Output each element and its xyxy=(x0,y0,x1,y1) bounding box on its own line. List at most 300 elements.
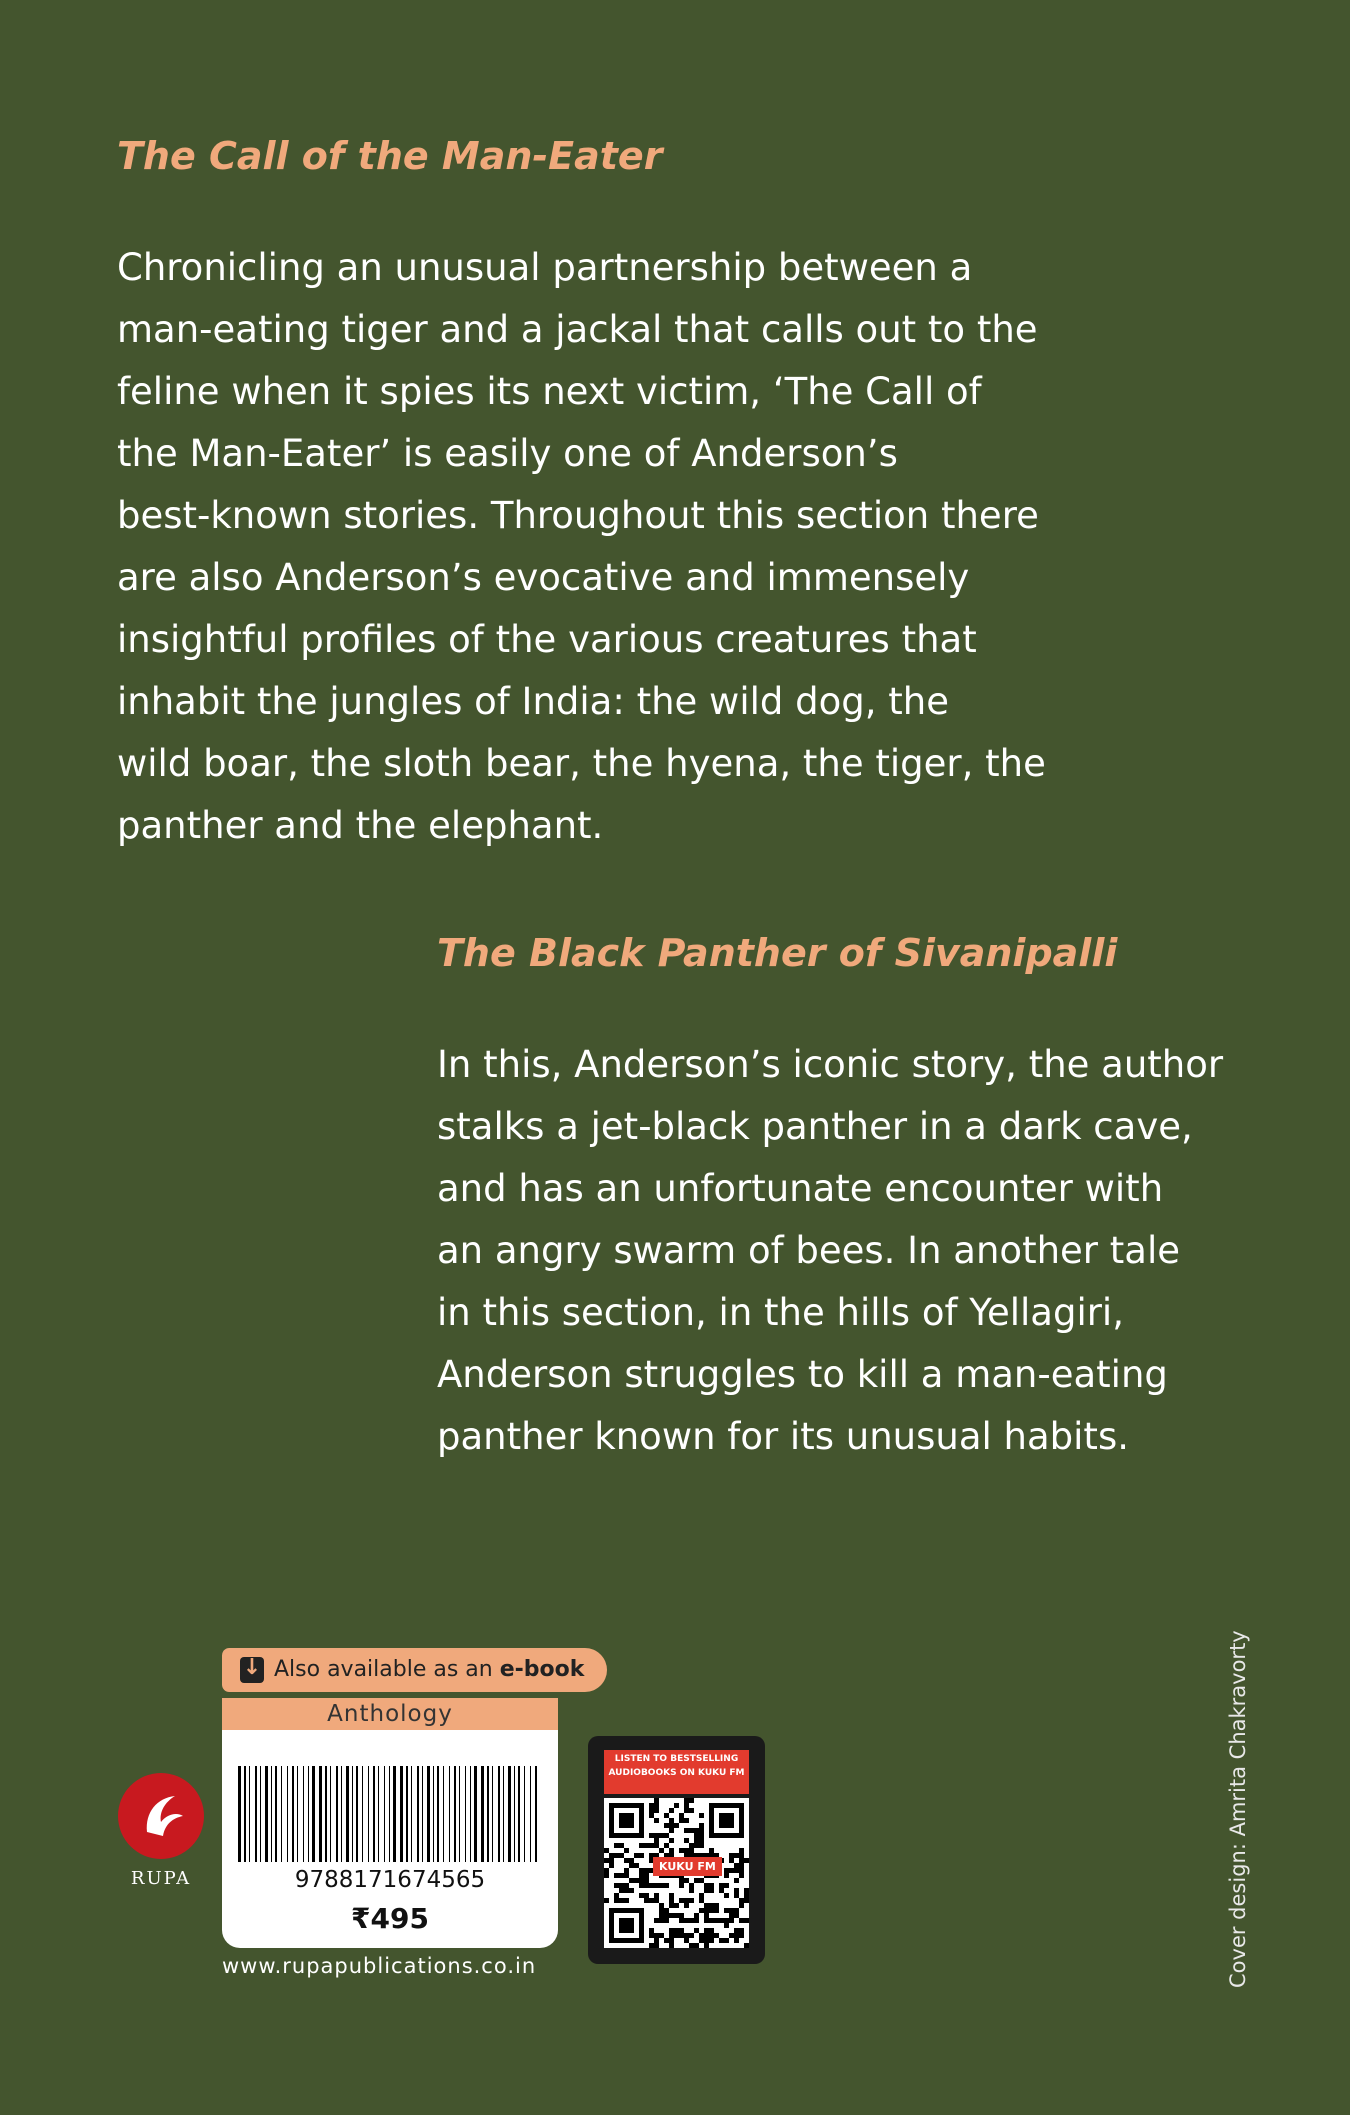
qr-module xyxy=(724,1893,729,1898)
qr-banner: LISTEN TO BESTSELLING AUDIOBOOKS ON KUKU FM xyxy=(604,1750,749,1794)
qr-module xyxy=(684,1808,689,1813)
qr-module xyxy=(714,1933,719,1938)
barcode-bar xyxy=(443,1766,444,1862)
publisher-website[interactable]: www.rupapublications.co.in xyxy=(222,1954,537,1978)
qr-module xyxy=(604,1898,609,1903)
qr-module xyxy=(724,1923,729,1928)
qr-module xyxy=(659,1908,664,1913)
barcode-bar xyxy=(498,1766,500,1862)
qr-module xyxy=(674,1933,679,1938)
qr-module xyxy=(654,1798,659,1803)
qr-module xyxy=(669,1893,674,1898)
qr-module xyxy=(679,1878,684,1883)
qr-module xyxy=(734,1888,739,1893)
qr-module xyxy=(649,1843,654,1848)
qr-module xyxy=(674,1913,679,1918)
barcode-bar xyxy=(373,1766,375,1862)
barcode-bar xyxy=(530,1766,531,1862)
qr-module xyxy=(699,1908,704,1913)
qr-module xyxy=(624,1898,629,1903)
qr-module xyxy=(699,1893,704,1898)
barcode-bar xyxy=(244,1766,246,1862)
rupa-logo-circle xyxy=(118,1773,204,1859)
barcode-bar xyxy=(459,1766,460,1862)
qr-module xyxy=(684,1828,689,1833)
barcode-bar xyxy=(433,1766,434,1862)
qr-module xyxy=(619,1843,624,1848)
qr-module xyxy=(664,1938,669,1943)
qr-module xyxy=(729,1868,734,1873)
qr-module xyxy=(604,1868,609,1873)
barcode-bar xyxy=(362,1766,363,1862)
qr-module xyxy=(699,1833,704,1838)
qr-module xyxy=(684,1918,689,1923)
qr-module xyxy=(649,1928,654,1933)
publisher-name: RUPA xyxy=(130,1868,192,1889)
barcode-bar xyxy=(514,1766,515,1862)
barcode-bar xyxy=(336,1766,338,1862)
qr-module xyxy=(604,1848,609,1853)
qr-module xyxy=(639,1883,644,1888)
qr-module xyxy=(744,1918,749,1923)
barcode-bar xyxy=(303,1766,304,1862)
qr-module xyxy=(694,1828,699,1833)
barcode-bar xyxy=(352,1766,353,1862)
qr-module xyxy=(744,1893,749,1898)
barcode-bar xyxy=(470,1766,471,1862)
qr-module xyxy=(639,1878,644,1883)
section1-line: inhabit the jungles of India: the wild dog, the xyxy=(117,680,949,723)
qr-module xyxy=(669,1823,674,1828)
barcode-bar xyxy=(275,1766,277,1862)
barcode-bar xyxy=(265,1766,268,1862)
qr-module xyxy=(714,1908,719,1913)
section2-line: Anderson struggles to kill a man-eating xyxy=(437,1353,1168,1396)
barcode-bar xyxy=(535,1766,537,1862)
barcode-bar xyxy=(411,1766,412,1862)
qr-module xyxy=(714,1903,719,1908)
qr-module xyxy=(649,1883,654,1888)
qr-module xyxy=(689,1843,694,1848)
barcode-bar xyxy=(427,1766,430,1862)
qr-module xyxy=(659,1833,664,1838)
qr-module xyxy=(679,1898,684,1903)
rupa-logo xyxy=(117,1772,205,1860)
genre-label: Anthology xyxy=(222,1698,558,1730)
barcode-bar xyxy=(297,1766,298,1862)
section1-heading: The Call of the Man-Eater xyxy=(117,134,663,178)
qr-code xyxy=(604,1798,749,1948)
qr-module xyxy=(704,1888,709,1893)
barcode-bar xyxy=(341,1766,342,1862)
qr-module xyxy=(709,1883,714,1888)
qr-module xyxy=(689,1808,694,1813)
qr-module xyxy=(679,1928,684,1933)
qr-module xyxy=(654,1803,659,1808)
section1-line: panther and the elephant. xyxy=(117,804,604,847)
qr-module xyxy=(694,1943,699,1948)
qr-module xyxy=(634,1878,639,1883)
qr-module xyxy=(724,1908,729,1913)
qr-module xyxy=(649,1898,654,1903)
barcode-bar xyxy=(449,1766,450,1862)
qr-module xyxy=(734,1878,739,1883)
qr-module xyxy=(744,1943,749,1948)
qr-module xyxy=(739,1853,744,1858)
qr-module xyxy=(654,1898,659,1903)
qr-module xyxy=(649,1813,654,1818)
qr-module xyxy=(614,1853,619,1858)
qr-module xyxy=(644,1868,649,1873)
qr-module xyxy=(704,1913,709,1918)
qr-module xyxy=(649,1933,654,1938)
ebook-badge xyxy=(222,1648,607,1692)
qr-module xyxy=(689,1798,694,1803)
qr-module xyxy=(619,1898,624,1903)
barcode-bar xyxy=(474,1766,477,1862)
qr-module xyxy=(709,1933,714,1938)
qr-module xyxy=(654,1843,659,1848)
qr-module xyxy=(679,1918,684,1923)
qr-module xyxy=(659,1848,664,1853)
qr-module xyxy=(739,1848,744,1853)
qr-module xyxy=(644,1878,649,1883)
qr-module xyxy=(639,1843,644,1848)
kukufm-qr-card xyxy=(588,1736,765,1964)
qr-module xyxy=(694,1928,699,1933)
barcode-bar xyxy=(406,1766,408,1862)
qr-module xyxy=(709,1918,714,1923)
barcode-bar xyxy=(503,1766,504,1862)
qr-module xyxy=(709,1908,714,1913)
qr-module xyxy=(654,1883,659,1888)
qr-module xyxy=(689,1918,694,1923)
qr-module xyxy=(664,1843,669,1848)
section1-body xyxy=(117,237,1046,857)
qr-module xyxy=(654,1918,659,1923)
barcode-bar xyxy=(368,1766,369,1862)
qr-module xyxy=(699,1828,704,1833)
qr-module xyxy=(624,1888,629,1893)
qr-module xyxy=(664,1813,669,1818)
qr-module xyxy=(689,1828,694,1833)
qr-module xyxy=(739,1918,744,1923)
download-icon xyxy=(240,1657,264,1683)
qr-module xyxy=(674,1928,679,1933)
qr-module xyxy=(669,1848,674,1853)
qr-module xyxy=(729,1913,734,1918)
qr-module xyxy=(719,1918,724,1923)
qr-module xyxy=(614,1883,619,1888)
qr-module xyxy=(669,1943,674,1948)
qr-module xyxy=(674,1823,679,1828)
qr-module xyxy=(644,1893,649,1898)
barcode-bar xyxy=(389,1766,390,1862)
qr-module xyxy=(734,1853,739,1858)
kukufm-badge: KUKU FM xyxy=(653,1857,722,1876)
price: ₹495 xyxy=(351,1902,429,1935)
section1-line: Chronicling an unusual partnership between a xyxy=(117,246,973,289)
barcode-bar xyxy=(319,1766,322,1862)
qr-module xyxy=(709,1888,714,1893)
qr-module xyxy=(614,1898,619,1903)
qr-module xyxy=(604,1858,609,1863)
qr-module xyxy=(644,1873,649,1878)
qr-module xyxy=(624,1868,629,1873)
barcode-bar xyxy=(238,1766,241,1862)
qr-module xyxy=(709,1928,714,1933)
barcode-bar xyxy=(524,1766,525,1862)
barcode-bar xyxy=(492,1766,493,1862)
qr-module xyxy=(669,1818,674,1823)
qr-module xyxy=(614,1893,619,1898)
barcode-bar xyxy=(508,1766,511,1862)
qr-module xyxy=(739,1858,744,1863)
barcode-bar xyxy=(271,1766,272,1862)
qr-module xyxy=(679,1818,684,1823)
ebook-text-prefix: Also available as an xyxy=(274,1657,500,1682)
section2-line: In this, Anderson’s iconic story, the author xyxy=(437,1043,1224,1086)
qr-finder-center xyxy=(719,1813,734,1828)
qr-module xyxy=(624,1883,629,1888)
qr-module xyxy=(739,1903,744,1908)
qr-module xyxy=(659,1933,664,1938)
qr-module xyxy=(644,1883,649,1888)
section2-heading: The Black Panther of Sivanipalli xyxy=(437,931,1118,975)
qr-module xyxy=(604,1873,609,1878)
barcode-bar xyxy=(454,1766,456,1862)
qr-module xyxy=(619,1883,624,1888)
section1-line: are also Anderson’s evocative and immensely xyxy=(117,556,970,599)
qr-module xyxy=(704,1903,709,1908)
qr-module xyxy=(704,1918,709,1923)
qr-module xyxy=(684,1818,689,1823)
qr-module xyxy=(719,1883,724,1888)
qr-module xyxy=(729,1933,734,1938)
qr-module xyxy=(624,1848,629,1853)
qr-module xyxy=(644,1843,649,1848)
qr-module xyxy=(719,1938,724,1943)
qr-module xyxy=(694,1843,699,1848)
ebook-text xyxy=(274,1657,584,1682)
barcode-bar xyxy=(346,1766,349,1862)
qr-module xyxy=(684,1798,689,1803)
qr-finder-center xyxy=(619,1918,634,1933)
qr-module xyxy=(734,1868,739,1873)
qr-module xyxy=(734,1933,739,1938)
qr-module xyxy=(694,1913,699,1918)
section1-line: best-known stories. Throughout this section there xyxy=(117,494,1039,537)
qr-module xyxy=(714,1918,719,1923)
qr-module xyxy=(629,1888,634,1893)
qr-finder-center xyxy=(619,1813,634,1828)
barcode-bar xyxy=(393,1766,396,1862)
qr-module xyxy=(739,1873,744,1878)
qr-module xyxy=(719,1888,724,1893)
qr-module xyxy=(634,1853,639,1858)
qr-module xyxy=(664,1883,669,1888)
section1-line: the Man-Eater’ is easily one of Anderson’s xyxy=(117,432,898,475)
qr-module xyxy=(664,1918,669,1923)
section1-line: insightful profiles of the various creatures that xyxy=(117,618,977,661)
qr-module xyxy=(734,1913,739,1918)
qr-module xyxy=(654,1833,659,1838)
qr-module xyxy=(664,1823,669,1828)
qr-module xyxy=(739,1868,744,1873)
qr-module xyxy=(674,1903,679,1908)
qr-module xyxy=(669,1808,674,1813)
barcode-bar xyxy=(249,1766,250,1862)
qr-module xyxy=(654,1893,659,1898)
qr-module xyxy=(664,1908,669,1913)
qr-module xyxy=(729,1908,734,1913)
qr-module xyxy=(679,1933,684,1938)
qr-module xyxy=(704,1883,709,1888)
qr-module xyxy=(679,1848,684,1853)
qr-module xyxy=(674,1803,679,1808)
qr-module xyxy=(724,1873,729,1878)
qr-module xyxy=(679,1883,684,1888)
isbn: 9788171674565 xyxy=(294,1867,486,1893)
qr-module xyxy=(654,1808,659,1813)
qr-module xyxy=(704,1908,709,1913)
barcode-bar xyxy=(260,1766,261,1862)
qr-module xyxy=(614,1843,619,1848)
barcode-bar xyxy=(417,1766,419,1862)
qr-module xyxy=(669,1903,674,1908)
qr-module xyxy=(654,1938,659,1943)
qr-module xyxy=(614,1873,619,1878)
qr-module xyxy=(709,1938,714,1943)
qr-module xyxy=(669,1838,674,1843)
qr-module xyxy=(629,1878,634,1883)
qr-module xyxy=(699,1843,704,1848)
barcode-bar xyxy=(308,1766,309,1862)
qr-module xyxy=(634,1863,639,1868)
qr-module xyxy=(669,1898,674,1903)
qr-module xyxy=(654,1818,659,1823)
barcode-box xyxy=(222,1730,558,1948)
qr-module xyxy=(659,1903,664,1908)
qr-module xyxy=(744,1858,749,1863)
qr-module xyxy=(739,1928,744,1933)
qr-module xyxy=(729,1853,734,1858)
qr-module xyxy=(664,1913,669,1918)
qr-module xyxy=(649,1943,654,1948)
qr-module xyxy=(669,1938,674,1943)
qr-module xyxy=(679,1913,684,1918)
section2-line: stalks a jet-black panther in a dark cave, xyxy=(437,1105,1193,1148)
qr-module xyxy=(639,1853,644,1858)
section1-line: man-eating tiger and a jackal that calls out to the xyxy=(117,308,1038,351)
barcode-bar xyxy=(255,1766,257,1862)
qr-module xyxy=(639,1873,644,1878)
qr-module xyxy=(669,1913,674,1918)
qr-module xyxy=(684,1903,689,1908)
qr-module xyxy=(724,1868,729,1873)
qr-module xyxy=(699,1938,704,1943)
qr-module xyxy=(689,1933,694,1938)
qr-module xyxy=(669,1933,674,1938)
barcode-bar xyxy=(356,1766,358,1862)
cover-design-credit: Cover design: Amrita Chakravorty xyxy=(1226,1630,1250,1988)
qr-module xyxy=(664,1833,669,1838)
qr-module xyxy=(739,1933,744,1938)
qr-module xyxy=(744,1898,749,1903)
qr-module xyxy=(649,1803,654,1808)
barcode-bar xyxy=(481,1766,484,1862)
qr-module xyxy=(734,1908,739,1913)
qr-module xyxy=(699,1838,704,1843)
qr-module xyxy=(734,1928,739,1933)
qr-module xyxy=(684,1848,689,1853)
section2-line: an angry swarm of bees. In another tale xyxy=(437,1229,1180,1272)
qr-module xyxy=(609,1853,614,1858)
qr-module xyxy=(609,1863,614,1868)
qr-module xyxy=(654,1838,659,1843)
qr-module xyxy=(734,1863,739,1868)
qr-module xyxy=(624,1858,629,1863)
qr-module xyxy=(689,1888,694,1893)
qr-module xyxy=(729,1918,734,1923)
qr-module xyxy=(684,1838,689,1843)
barcode-bar xyxy=(312,1766,315,1862)
section1-line: wild boar, the sloth bear, the hyena, the tiger, the xyxy=(117,742,1046,785)
barcode-bar xyxy=(465,1766,466,1862)
qr-module xyxy=(609,1858,614,1863)
qr-module xyxy=(619,1888,624,1893)
qr-module xyxy=(669,1928,674,1933)
barcode-bar xyxy=(378,1766,379,1862)
barcode-bar xyxy=(384,1766,385,1862)
qr-module xyxy=(669,1828,674,1833)
qr-module xyxy=(689,1943,694,1948)
barcode-bar xyxy=(330,1766,331,1862)
qr-module xyxy=(709,1848,714,1853)
qr-module xyxy=(684,1878,689,1883)
qr-module xyxy=(699,1813,704,1818)
section2-line: in this section, in the hills of Yellagiri, xyxy=(437,1291,1124,1334)
qr-module xyxy=(654,1933,659,1938)
qr-module xyxy=(699,1898,704,1903)
qr-module xyxy=(724,1938,729,1943)
qr-module xyxy=(684,1803,689,1808)
section2-line: panther known for its unusual habits. xyxy=(437,1415,1129,1458)
section2-line: and has an unfortunate encounter with xyxy=(437,1167,1164,1210)
section1-line: feline when it spies its next victim, ‘The Call of xyxy=(117,370,982,413)
qr-module xyxy=(739,1898,744,1903)
qr-module xyxy=(684,1898,689,1903)
qr-module xyxy=(684,1933,689,1938)
qr-module xyxy=(704,1928,709,1933)
qr-module xyxy=(699,1878,704,1883)
qr-module xyxy=(639,1893,644,1898)
qr-module xyxy=(684,1938,689,1943)
barcode-bar xyxy=(400,1766,403,1862)
qr-module xyxy=(694,1833,699,1838)
qr-module xyxy=(709,1903,714,1908)
qr-module xyxy=(704,1933,709,1938)
qr-module xyxy=(649,1808,654,1813)
qr-module xyxy=(694,1878,699,1883)
qr-module xyxy=(659,1913,664,1918)
qr-module xyxy=(729,1858,734,1863)
qr-module xyxy=(629,1863,634,1868)
barcode-bar xyxy=(518,1766,520,1862)
qr-module xyxy=(704,1938,709,1943)
qr-module xyxy=(624,1873,629,1878)
qr-module xyxy=(679,1813,684,1818)
